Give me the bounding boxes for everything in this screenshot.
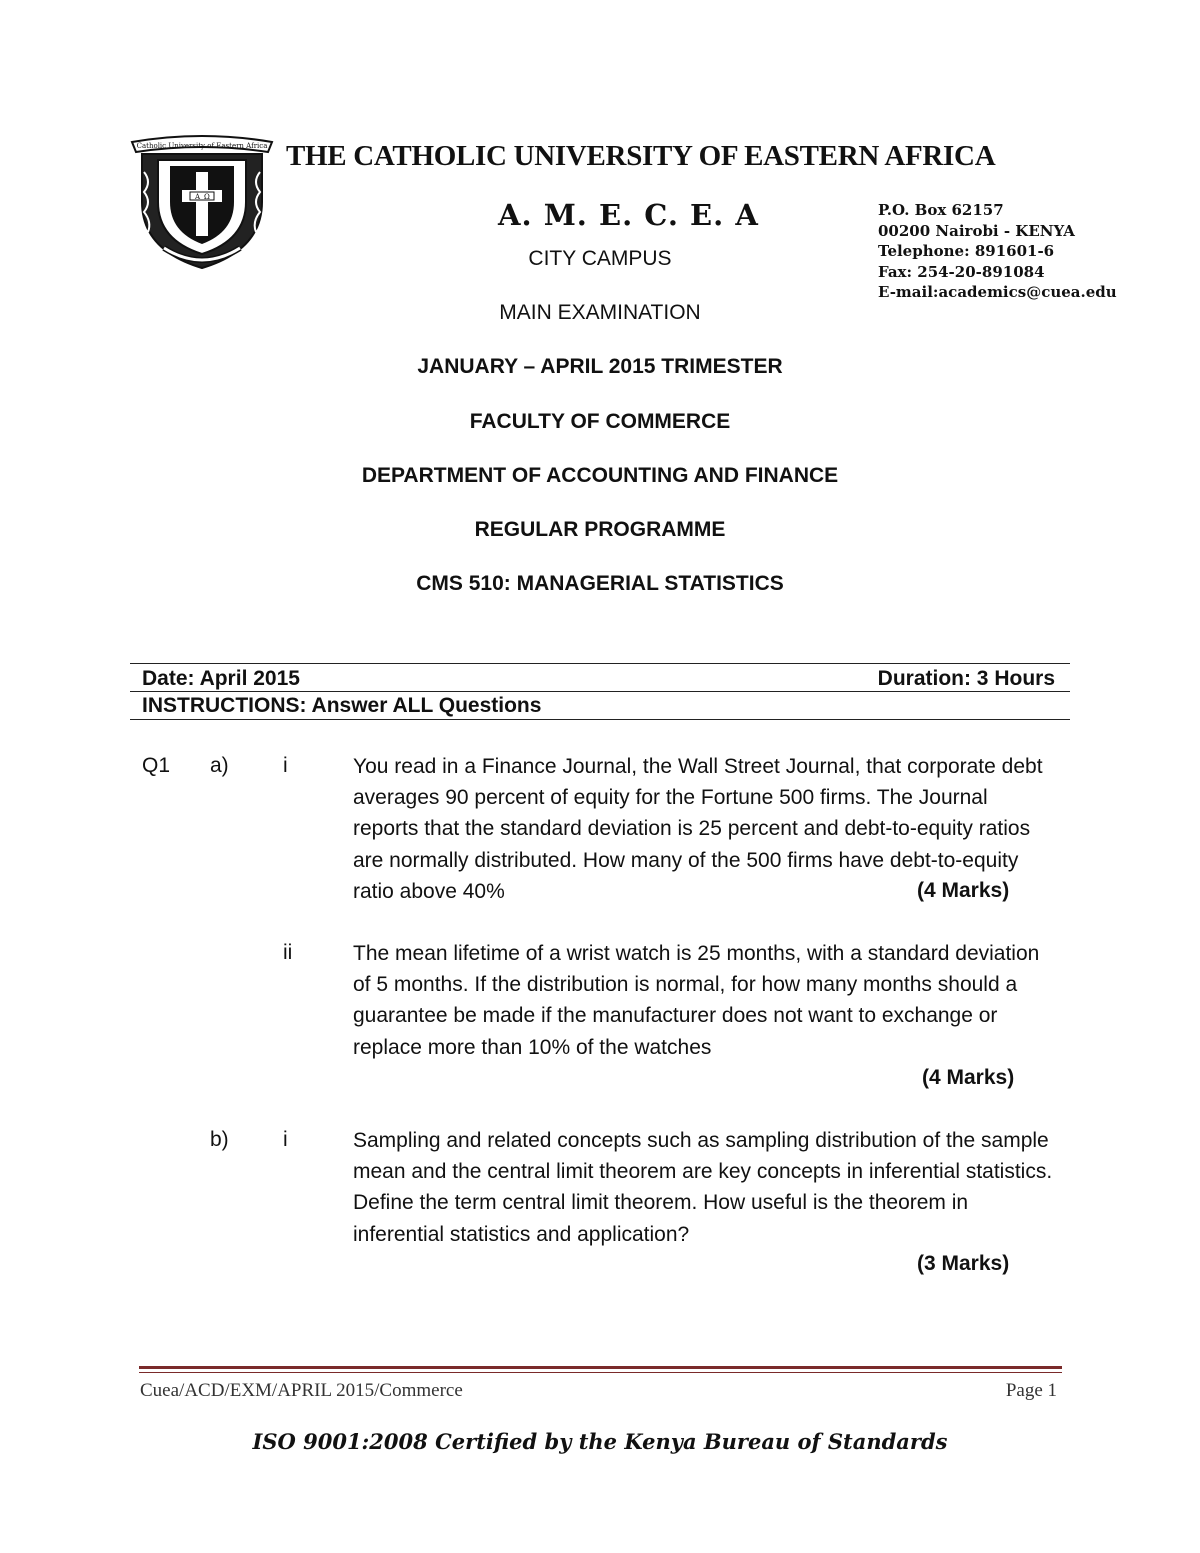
department: DEPARTMENT OF ACCOUNTING AND FINANCE [361,464,839,487]
marks-a-i: (4 Marks) [917,879,1010,902]
marks-a-ii: (4 Marks) [922,1066,1015,1089]
svg-text:A: A [195,193,201,201]
contact-block [878,200,1117,303]
exam-type: MAIN EXAMINATION [499,301,701,324]
sub-b-i-label: i [283,1128,288,1151]
trimester: JANUARY – APRIL 2015 TRIMESTER [417,355,783,378]
email: E-mail:academics@cuea.edu [878,283,1117,301]
iso-certification: ISO 9001:2008 Certified by the Kenya Bureau of Standards [252,1429,948,1454]
exam-date: Date: April 2015 [142,667,300,690]
university-name: THE CATHOLIC UNIVERSITY OF EASTERN AFRICA [286,140,996,172]
sub-i-label: i [283,754,288,777]
campus-name: CITY CAMPUS [528,247,672,270]
part-b-label: b) [210,1128,229,1151]
svg-text:Ω: Ω [204,193,210,201]
amecea-heading: A. M. E. C. E. A [498,198,759,232]
course-title: CMS 510: MANAGERIAL STATISTICS [416,572,784,595]
rule-middle [130,691,1070,692]
faculty: FACULTY OF COMMERCE [469,410,731,433]
rule-top [130,663,1070,664]
footer-reference: Cuea/ACD/EXM/APRIL 2015/Commerce [140,1380,463,1401]
po-box: P.O. Box 62157 [878,201,1004,219]
sub-ii-label: ii [283,941,293,964]
rule-bottom [130,719,1070,720]
svg-text:Catholic University of Eastern: Catholic University of Eastern Africa [136,142,268,150]
telephone: Telephone: 891601-6 [878,242,1055,260]
question-a-ii-text: The mean lifetime of a wrist watch is 25 months, with a standard deviation of 5 months. If the distribution is normal, for how many months should a guarantee be made if the manufacturer does not want to exchange or replace more than 10% of the watches [353,942,1040,1059]
instructions: INSTRUCTIONS: Answer ALL Questions [142,694,542,717]
question-number: Q1 [142,754,171,777]
footer-rule-thin [139,1372,1062,1373]
page-number: Page 1 [1005,1380,1057,1401]
part-a-label: a) [210,754,229,777]
university-crest-logo [128,132,276,272]
marks-b-i: (3 Marks) [917,1252,1010,1275]
city-address: 00200 Nairobi - KENYA [878,221,1075,240]
programme: REGULAR PROGRAMME [474,518,726,541]
question-b-i-text: Sampling and related concepts such as sampling distribution of the sample mean and the central limit theorem are key concepts in inferential statistics. Define the term central limit theorem. How useful is the theorem in inferential statistics and application? [353,1129,1053,1246]
footer-rule-thick [139,1366,1062,1369]
exam-duration: Duration: 3 Hours [877,667,1055,690]
fax: Fax: 254-20-891084 [878,262,1045,281]
question-a-i-text: You read in a Finance Journal, the Wall Street Journal, that corporate debt averages 90 percent of equity for the Fortune 500 firms. The Journal reports that the standard deviation is 25 percent and debt-to-equity ratios are normally distributed. How many of the 500 firms have debt-to-equity ratio above 40% [353,755,1043,903]
